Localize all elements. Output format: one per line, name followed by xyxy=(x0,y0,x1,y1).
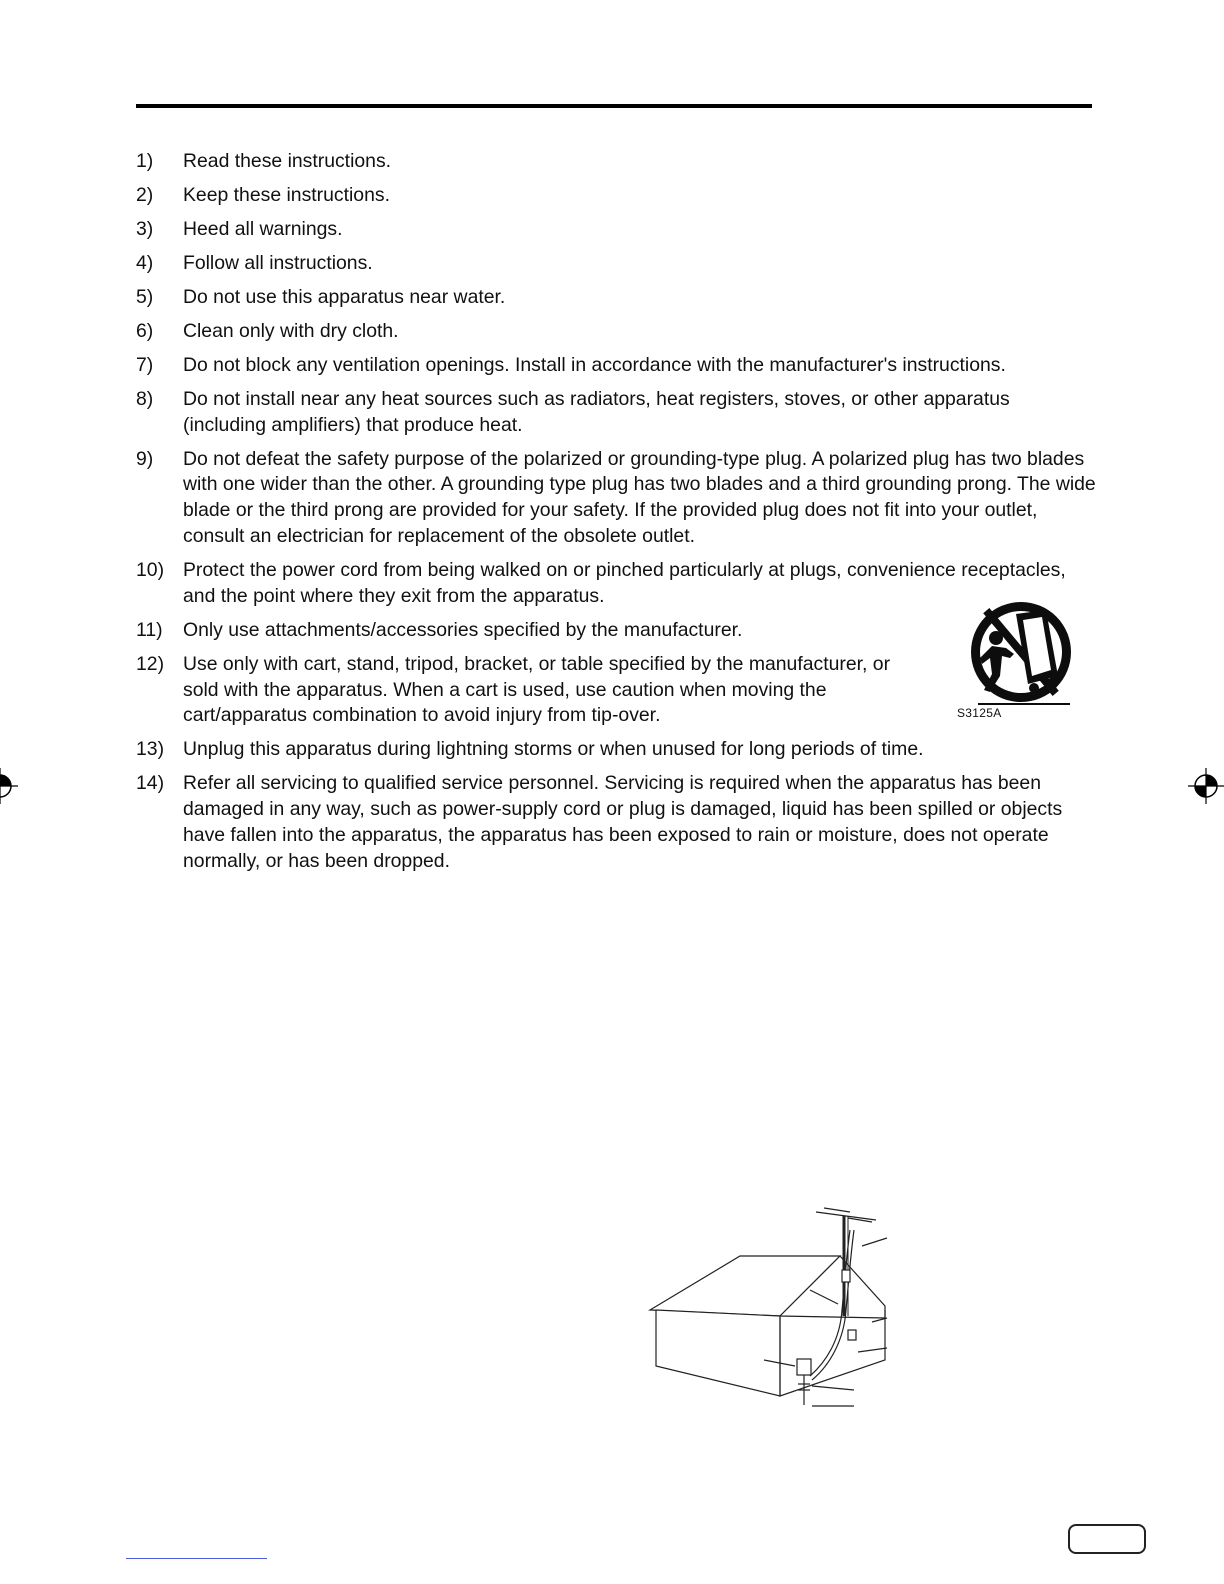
item-text: Heed all warnings. xyxy=(183,217,343,240)
safety-instructions-list xyxy=(136,149,1096,883)
item-text: Follow all instructions. xyxy=(183,251,373,274)
item-number: 12) xyxy=(136,652,165,675)
instruction-item xyxy=(136,618,1096,644)
instruction-item xyxy=(136,285,1096,311)
item-text: Read these instructions. xyxy=(183,150,392,172)
instruction-item xyxy=(136,149,1096,175)
page-number-box xyxy=(1068,1524,1146,1554)
item-text: Protect the power cord from being walked on or pinched particularly at plugs, convenience receptacles, and the point where they exit from the apparatus. xyxy=(183,559,1066,607)
item-text: Use only with cart, stand, tripod, bracket, or table specified by the manufacturer, or sold with the apparatus. When a cart is used, use caution when moving the cart/apparatus combination to avoid injury from tip-over. xyxy=(183,652,891,727)
header-rule xyxy=(136,104,1092,108)
item-text: Only use attachments/accessories specified by the manufacturer. xyxy=(183,618,743,641)
item-number: 9) xyxy=(136,447,154,470)
item-text: Do not block any ventilation openings. Install in accordance with the manufacturer's instructions. xyxy=(183,353,1006,376)
instruction-item xyxy=(136,183,1096,209)
item-number: 13) xyxy=(136,738,165,761)
footer-line xyxy=(126,1558,267,1559)
item-number: 4) xyxy=(136,251,154,274)
instruction-item xyxy=(136,447,1096,550)
registration-mark-icon xyxy=(1188,768,1224,804)
item-text: Refer all servicing to qualified service personnel. Servicing is required when the apparatus has been damaged in any way, such as power-supply cord or plug is damaged, liquid has been spilled or objects have fallen into the apparatus, the apparatus has been exposed to rain or moisture, does not operate normally, or has been dropped. xyxy=(183,772,1063,872)
registration-mark-icon xyxy=(0,768,18,804)
item-number: 5) xyxy=(136,285,154,308)
instruction-item xyxy=(136,652,928,729)
item-number: 6) xyxy=(136,319,154,342)
instruction-item xyxy=(136,353,1096,379)
instruction-item xyxy=(136,558,1096,610)
item-number: 11) xyxy=(136,618,163,641)
instruction-item xyxy=(136,251,1096,277)
item-number: 14) xyxy=(136,772,165,795)
item-text: Do not install near any heat sources such as radiators, heat registers, stoves, or other apparatus (including amplifiers) that produce heat. xyxy=(183,387,1010,436)
item-number: 10) xyxy=(136,559,165,582)
instruction-item xyxy=(136,319,1096,345)
item-text: Do not defeat the safety purpose of the polarized or grounding-type plug. A polarized plug has two blades with one wider than the other. A grounding type plug has two blades and a third grounding prong. The wide blade or the third prong are provided for your safety. If the provided plug does not fit into your outlet, consult an electrician for replacement of the obsolete outlet. xyxy=(183,447,1096,548)
item-number: 3) xyxy=(136,217,154,240)
instruction-item xyxy=(136,387,1096,439)
item-number: 1) xyxy=(136,150,154,172)
instruction-item xyxy=(136,737,1096,763)
item-text: Do not use this apparatus near water. xyxy=(183,285,506,308)
item-text: Keep these instructions. xyxy=(183,183,390,206)
antenna-grounding-diagram xyxy=(640,1200,900,1420)
item-number: 8) xyxy=(136,387,154,410)
instruction-item xyxy=(136,217,1096,243)
item-number: 2) xyxy=(136,183,154,206)
cart-tipover-warning-icon xyxy=(954,592,1078,724)
item-number: 7) xyxy=(136,353,154,376)
item-text: Clean only with dry cloth. xyxy=(183,319,399,342)
item-text: Unplug this apparatus during lightning storms or when unused for long periods of time. xyxy=(183,738,924,761)
cart-warning-code: S3125A xyxy=(957,706,1002,720)
instruction-item xyxy=(136,771,1096,874)
